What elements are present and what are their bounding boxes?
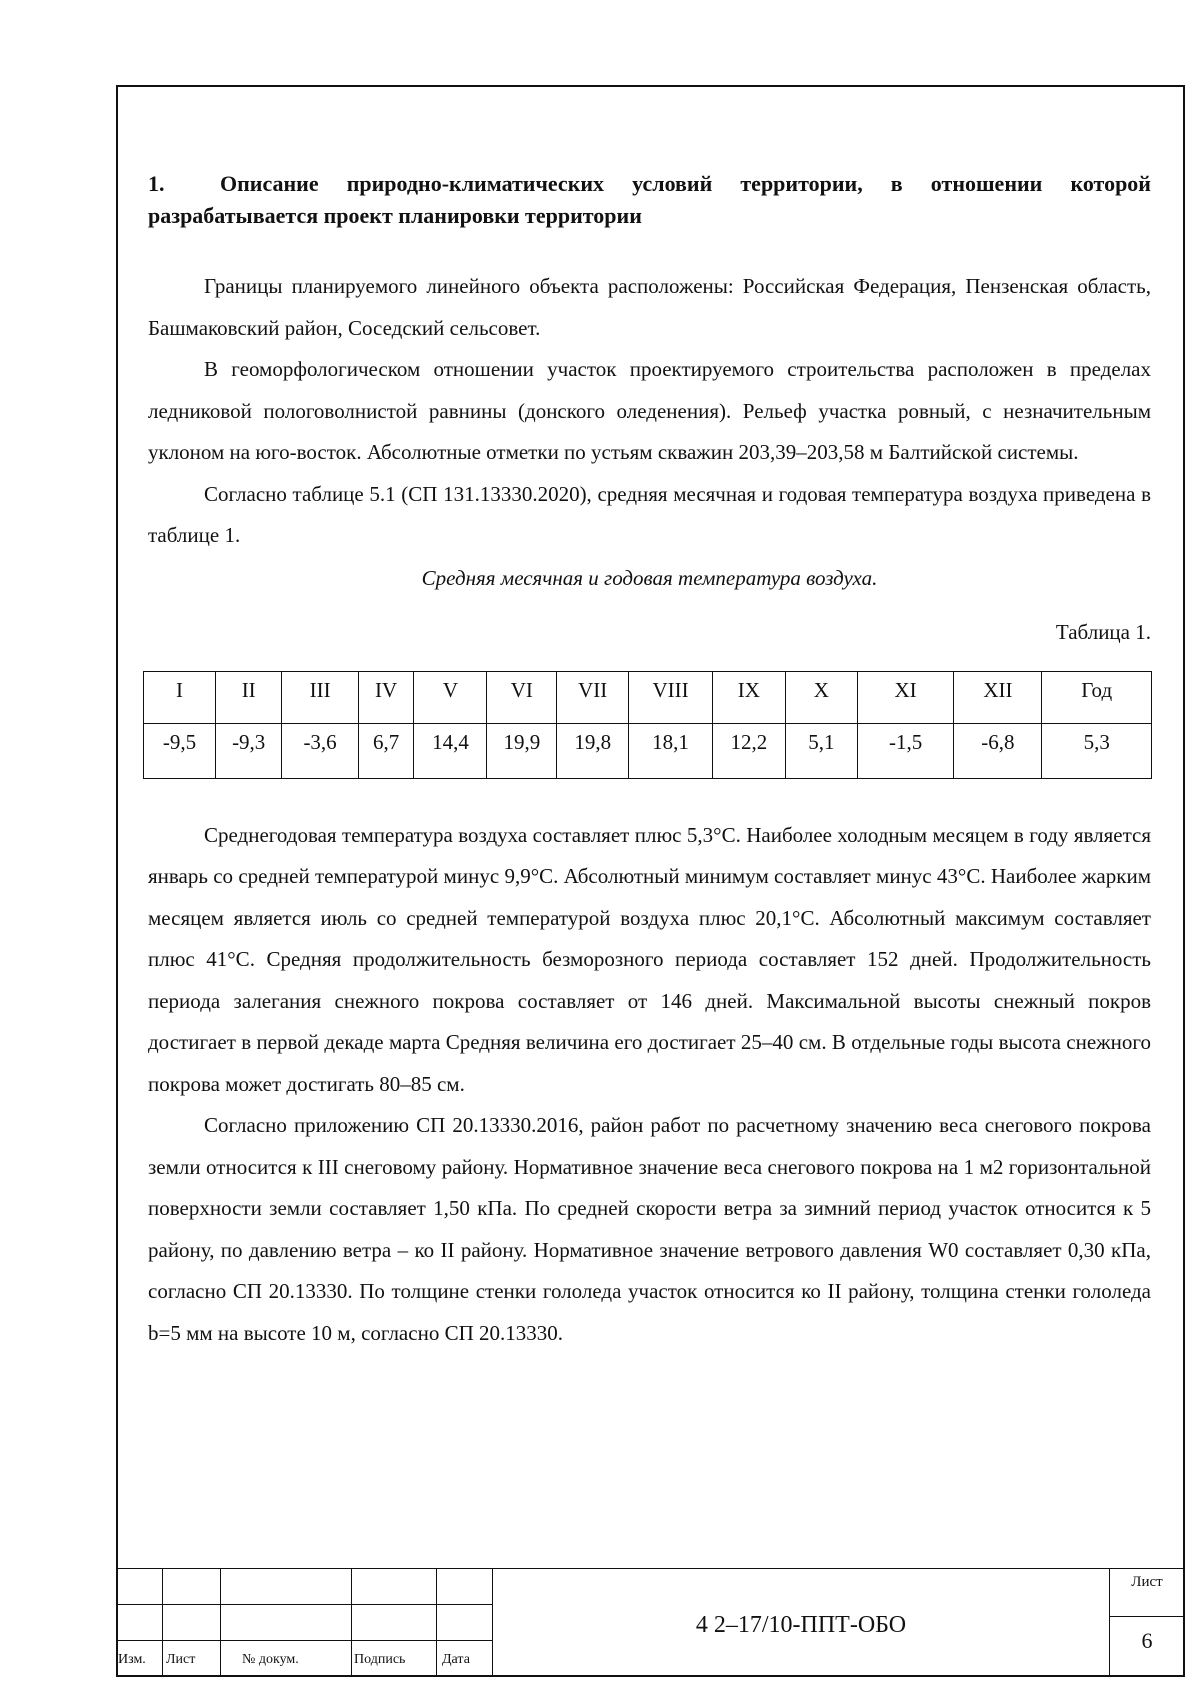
stamp-label-date: Дата bbox=[442, 1652, 470, 1667]
sheet-number: 6 bbox=[1141, 1628, 1153, 1653]
table-header-cell: V bbox=[414, 671, 487, 723]
table-cell: 5,3 bbox=[1042, 723, 1152, 778]
stamp-label-doc-number: № докум. bbox=[242, 1652, 299, 1667]
table-cell: 5,1 bbox=[785, 723, 857, 778]
table-cell: 18,1 bbox=[629, 723, 713, 778]
table-header-cell: VII bbox=[557, 671, 629, 723]
table-cell: -9,3 bbox=[215, 723, 282, 778]
title-block-stamp bbox=[116, 1568, 1185, 1677]
table-header-cell: I bbox=[144, 671, 216, 723]
table-cell: -6,8 bbox=[954, 723, 1042, 778]
document-body bbox=[148, 168, 1151, 1354]
paragraph-climate: Среднегодовая температура воздуха составляет плюс 5,3°С. Наиболее холодным месяцем в году является январь со средней температурой минус 9,9°С. Абсолютный минимум составляет минус 43°С. Наиболее жарким месяцем является июль со средней температурой воздуха плюс 20,1°С. Абсолютный максимум составляет плюс 41°С. Средняя продолжительность безморозного периода составляет 152 дней. Продолжительность периода залегания снежного покрова составляет от 146 дней. Максимальной высоты снежный покров достигает в первой декаде марта Средняя величина его достигает 25–40 см. В отдельные годы высота снежного покрова может достигать 80–85 см. bbox=[148, 822, 1151, 1096]
section-title: Описание природно-климатических условий территории, в отношении которой разрабатывается проект планировки территории bbox=[148, 171, 1151, 228]
table-label: Таблица 1. bbox=[1055, 619, 1151, 644]
table-cell: -3,6 bbox=[282, 723, 358, 778]
section-heading bbox=[148, 168, 1151, 232]
table-cell: 6,7 bbox=[358, 723, 414, 778]
table-header-cell: Год bbox=[1042, 671, 1152, 723]
paragraph-table-reference: Согласно таблице 5.1 (СП 131.13330.2020), средняя месячная и годовая температура воздуха приведена в таблице 1. bbox=[148, 481, 1151, 547]
table-cell: -9,5 bbox=[144, 723, 216, 778]
table-cell: 19,9 bbox=[487, 723, 557, 778]
table-row bbox=[144, 723, 1152, 778]
table-header-cell: VIII bbox=[629, 671, 713, 723]
table-cell: 14,4 bbox=[414, 723, 487, 778]
table-header-cell: XII bbox=[954, 671, 1042, 723]
table-header-cell: II bbox=[215, 671, 282, 723]
stamp-label-change: Изм. bbox=[118, 1652, 146, 1667]
section-number: 1. bbox=[148, 171, 165, 196]
table-header-cell: VI bbox=[487, 671, 557, 723]
stamp-label-signature: Подпись bbox=[354, 1652, 406, 1667]
table-header-cell: X bbox=[785, 671, 857, 723]
table-header-cell: III bbox=[282, 671, 358, 723]
paragraph-geomorphology: В геоморфологическом отношении участок проектируемого строительства расположен в пределах ледниковой пологоволнистой равнины (донского оледенения). Рельеф участка ровный, с незначительным уклоном на юго-восток. Абсолютные отметки по устьям скважин 203,39–203,58 м Балтийской системы. bbox=[148, 357, 1151, 464]
table-caption: Средняя месячная и годовая температура воздуха. bbox=[421, 565, 878, 590]
paragraph-snow-wind: Согласно приложению СП 20.13330.2016, район работ по расчетному значению веса снегового покрова земли относится к III снеговому району. Нормативное значение веса снегового покрова на 1 м2 горизонтальной поверхности земли составляет 1,50 кПа. По средней скорости ветра за зимний период участок относится к 5 району, по давлению ветра – ко II району. Нормативное значение ветрового давления W0 составляет 0,30 кПа, согласно СП 20.13330. По толщине стенки гололеда участок относится ко II району, толщина стенки гололеда b=5 мм на высоте 10 м, согласно СП 20.13330. bbox=[148, 1113, 1151, 1345]
table-header-cell: IV bbox=[358, 671, 414, 723]
table-cell: 12,2 bbox=[712, 723, 785, 778]
document-code: 4 2–17/10-ППТ-ОБО bbox=[695, 1612, 907, 1638]
table-header-cell: XI bbox=[857, 671, 954, 723]
paragraph-boundaries: Границы планируемого линейного объекта расположены: Российская Федерация, Пензенская область, Башмаковский район, Соседский сельсовет. bbox=[148, 274, 1151, 340]
stamp-label-sheet: Лист bbox=[166, 1652, 196, 1667]
temperature-table bbox=[143, 671, 1152, 779]
table-header-row bbox=[144, 671, 1152, 723]
sheet-label: Лист bbox=[1131, 1574, 1163, 1590]
table-header-cell: IX bbox=[712, 671, 785, 723]
table-cell: -1,5 bbox=[857, 723, 954, 778]
table-cell: 19,8 bbox=[557, 723, 629, 778]
